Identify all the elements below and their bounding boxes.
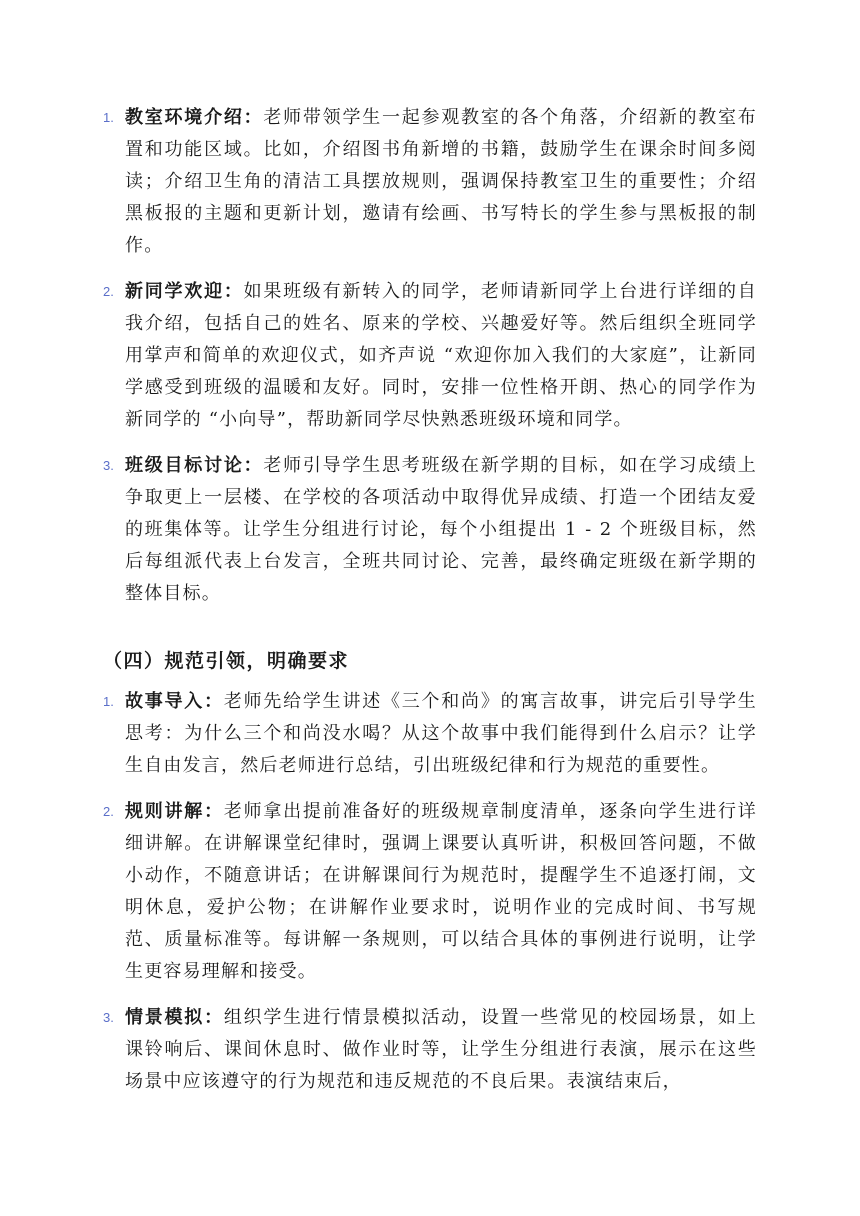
item-text: 组织学生进行情景模拟活动，设置一些常见的校园场景，如上课铃响后、课间休息时、做作业时等，让学生分组进行表演，展示在这些场景中应该遵守的行为规范和违反规范的不良后果。表演结束后， <box>125 1007 757 1092</box>
item-term: 新同学欢迎： <box>125 281 244 302</box>
list-number: 2. <box>103 284 114 299</box>
item-term: 班级目标讨论： <box>125 455 264 476</box>
list-item-scenario-simulation <box>103 1002 757 1098</box>
item-term: 情景模拟： <box>125 1007 224 1028</box>
activity-list-section-3 <box>103 102 757 624</box>
list-item-story-introduction <box>103 686 757 782</box>
list-item-class-goal-discussion <box>103 450 757 610</box>
list-number: 3. <box>103 458 114 473</box>
activity-list-section-4 <box>103 686 757 1112</box>
list-number: 3. <box>103 1010 114 1025</box>
list-number: 2. <box>103 804 114 819</box>
item-term: 规则讲解： <box>125 801 224 822</box>
item-text: 如果班级有新转入的同学，老师请新同学上台进行详细的自我介绍，包括自己的姓名、原来的学校、兴趣爱好等。然后组织全班同学用掌声和简单的欢迎仪式，如齐声说 “欢迎你加入我们的大家庭”，让新同学感受到班级的温暖和友好。同时，安排一位性格开朗、热心的同学作为新同学的 “小向导”，帮助新同学尽快熟悉班级环境和同学。 <box>125 281 757 430</box>
item-text: 老师先给学生讲述《三个和尚》的寓言故事，讲完后引导学生思考：为什么三个和尚没水喝？从这个故事中我们能得到什么启示？让学生自由发言，然后老师进行总结，引出班级纪律和行为规范的重要性。 <box>125 691 757 776</box>
list-item-rule-explanation <box>103 796 757 988</box>
list-item-new-student-welcome <box>103 276 757 436</box>
list-item-classroom-environment <box>103 102 757 262</box>
item-term: 教室环境介绍： <box>125 107 264 128</box>
item-text: 老师带领学生一起参观教室的各个角落，介绍新的教室布置和功能区域。比如，介绍图书角新增的书籍，鼓励学生在课余时间多阅读；介绍卫生角的清洁工具摆放规则，强调保持教室卫生的重要性；介绍黑板报的主题和更新计划，邀请有绘画、书写特长的学生参与黑板报的制作。 <box>125 107 757 256</box>
list-number: 1. <box>103 110 114 125</box>
item-term: 故事导入： <box>125 691 224 712</box>
item-text: 老师引导学生思考班级在新学期的目标，如在学习成绩上争取更上一层楼、在学校的各项活动中取得优异成绩、打造一个团结友爱的班集体等。让学生分组进行讨论，每个小组提出 1 - 2 个班级目标，然后每组派代表上台发言，全班共同讨论、完善，最终确定班级在新学期的整体目标。 <box>125 455 757 604</box>
list-number: 1. <box>103 694 114 709</box>
section-heading: （四）规范引领，明确要求 <box>103 650 350 672</box>
item-text: 老师拿出提前准备好的班级规章制度清单，逐条向学生进行详细讲解。在讲解课堂纪律时，强调上课要认真听讲，积极回答问题，不做小动作，不随意讲话；在讲解课间行为规范时，提醒学生不追逐打闹，文明休息，爱护公物；在讲解作业要求时，说明作业的完成时间、书写规范、质量标准等。每讲解一条规则，可以结合具体的事例进行说明，让学生更容易理解和接受。 <box>125 801 757 982</box>
